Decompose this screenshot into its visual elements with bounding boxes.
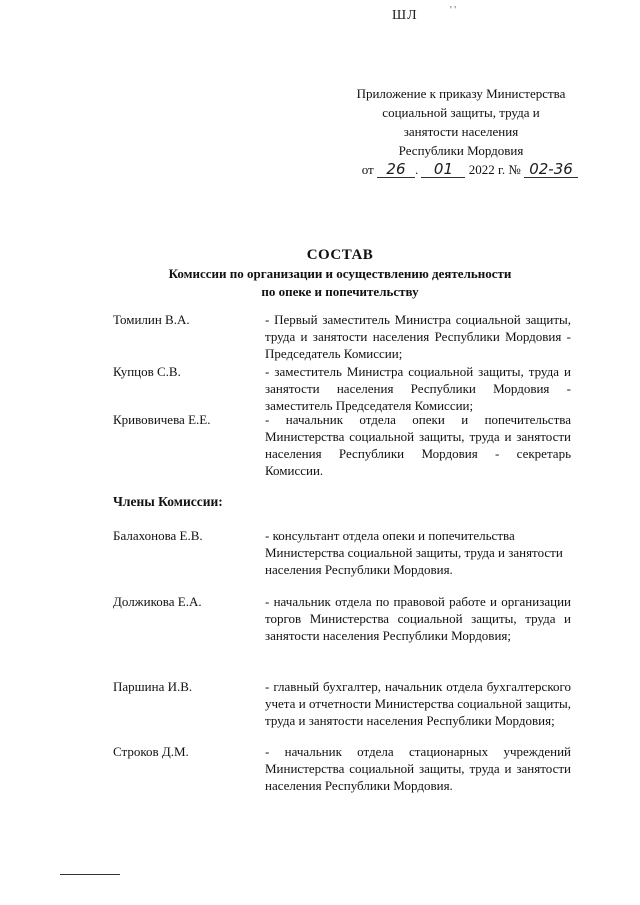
member-role: - главный бухгалтер, начальник отдела бухгалтерского учета и отчетности Министерства социальной защиты, труда и занятости населения Республики Мордовия; [265, 679, 571, 728]
member-name: Паршина И.В. [113, 679, 193, 694]
handwritten-order-number: 02-36 [524, 161, 578, 178]
title-line-2: по опеке и попечительству [261, 284, 419, 299]
title-heading: СОСТАВ [306, 247, 374, 263]
handwritten-month: 01 [421, 161, 465, 178]
member-role: - начальник отдела по правовой работе и организации торгов Министерства социальной защиты, труда и занятости населения Республики Мордовия; [265, 594, 571, 643]
member-name: Строков Д.М. [113, 744, 189, 759]
appendix-block [336, 84, 586, 179]
year-text: 2022 г. № [468, 162, 521, 177]
appendix-line-1: Приложение к приказу Министерства [356, 86, 566, 101]
member-role: - заместитель Министра социальной защиты, труда и занятости населения Республики Мордовия - заместитель Председателя Комиссии; [265, 364, 571, 413]
member-name: Балахонова Е.В. [113, 528, 203, 543]
appendix-line-4: Республики Мордовия [398, 143, 524, 158]
date-prefix: от [361, 162, 374, 177]
appendix-line-2: социальной защиты, труда и [382, 105, 540, 120]
member-name: Купцов С.В. [113, 364, 181, 379]
member-role: - начальник отдела опеки и попечительства Министерства социальной защиты, труда и занятости населения Республики Мордовия - секретарь Комиссии. [265, 412, 571, 478]
footer-divider [60, 874, 120, 875]
corner-mark: ШЛ [392, 8, 418, 23]
corner-mark-small: ' ' [450, 5, 457, 16]
member-name: Должикова Е.А. [113, 594, 202, 609]
handwritten-day: 26 [377, 161, 415, 178]
members-heading: Члены Комиссии: [113, 494, 223, 509]
member-role: - консультант отдела опеки и попечительства Министерства социальной защиты, труда и занятости населения Республики Мордовия. [265, 528, 563, 577]
member-role: - Первый заместитель Министра социальной защиты, труда и занятости населения Республики Мордовия - Председатель Комиссии; [265, 312, 571, 361]
order-date-line: от 26 . 01 2022 г. № 02-36 [336, 160, 586, 179]
document-title [100, 245, 580, 301]
title-line-1: Комиссии по организации и осуществлению деятельности [168, 266, 512, 281]
member-role: - начальник отдела стационарных учреждений Министерства социальной защиты, труда и занятости населения Республики Мордовия. [265, 744, 571, 793]
member-name: Томилин В.А. [113, 312, 190, 327]
appendix-line-3: занятости населения [403, 124, 519, 139]
member-name: Кривовичева Е.Е. [113, 412, 211, 427]
